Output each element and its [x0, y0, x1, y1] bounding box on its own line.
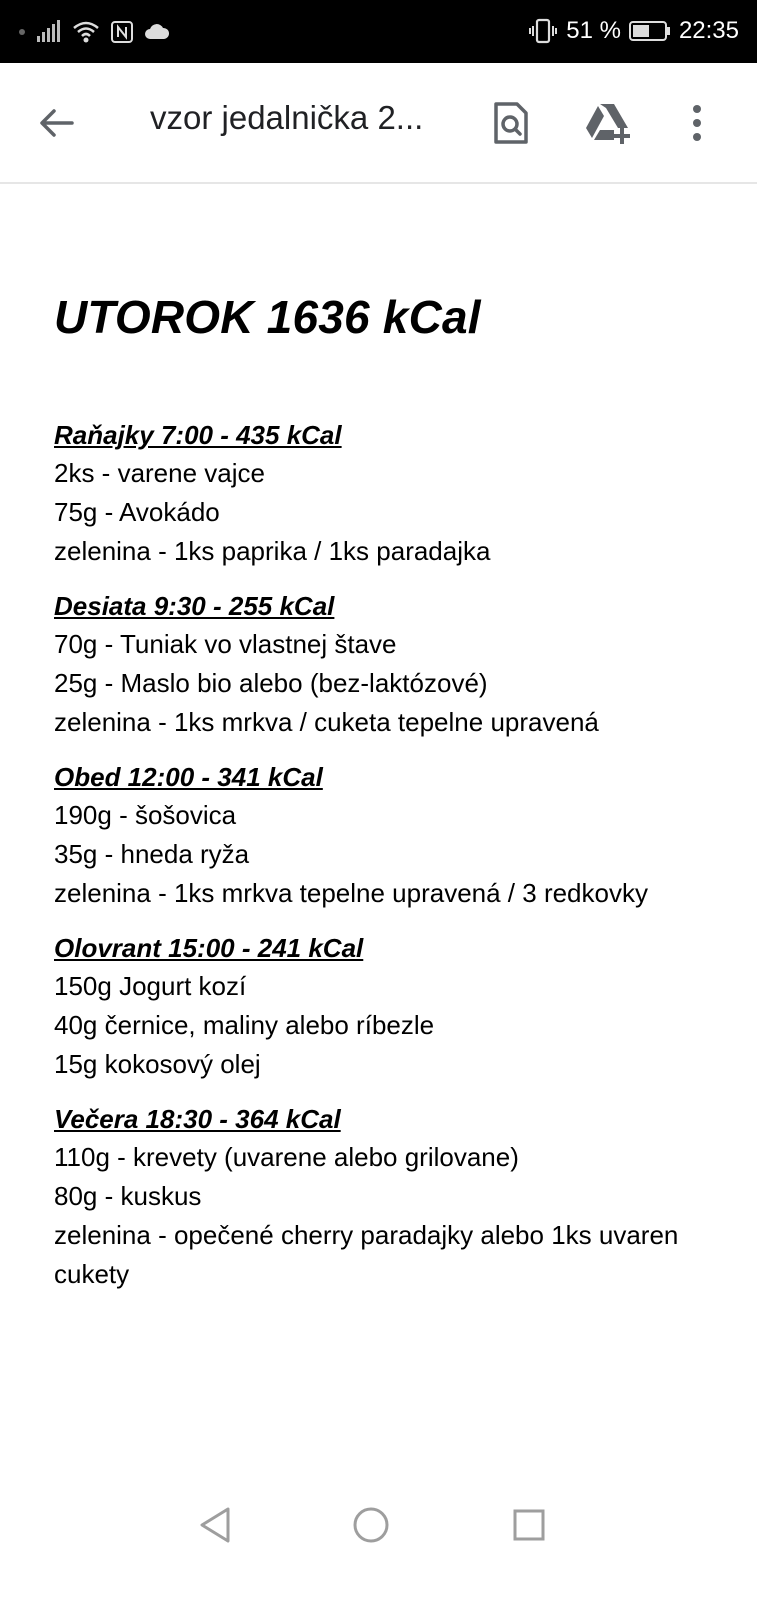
vibrate-icon [528, 17, 558, 45]
back-triangle-icon[interactable] [190, 1500, 240, 1550]
battery-percent: 51 % [566, 17, 621, 44]
meal-title: Raňajky 7:00 - 435 kCal [54, 420, 342, 450]
meal-item: 190g - šošovica [54, 800, 237, 830]
meal-item: 40g černice, maliny alebo ríbezle [54, 1010, 435, 1040]
nfc-icon [110, 20, 134, 44]
meal-item: 110g - krevety (uvarene alebo grilovane) [54, 1142, 519, 1172]
meal-item: 15g kokosový olej [54, 1049, 261, 1079]
meal-title: Olovrant 15:00 - 241 kCal [54, 933, 364, 963]
document-title: vzor jedalnička 2... [150, 99, 424, 136]
wifi-icon [72, 20, 100, 44]
meal-item: 80g - kuskus [54, 1181, 202, 1211]
cloud-icon [144, 23, 170, 41]
meal-item: zelenina - 1ks mrkva / cuketa tepelne upravená [54, 707, 599, 737]
meal-item: zelenina - 1ks paprika / 1ks paradajka [54, 536, 491, 566]
meal-item: 75g - Avokádo [54, 497, 220, 527]
document-body [54, 290, 754, 1310]
meal-dinner [54, 1100, 754, 1294]
meal-item: 70g - Tuniak vo vlastnej štave [54, 629, 397, 659]
meal-item: zelenina - 1ks mrkva tepelne upravená / 3 redkovky [54, 878, 648, 908]
document-heading: UTOROK 1636 kCal [54, 291, 481, 343]
signal-icon [36, 20, 62, 44]
recents-square-icon[interactable] [504, 1500, 554, 1550]
more-vert-icon[interactable] [673, 99, 721, 147]
document-search-icon[interactable] [487, 99, 535, 147]
meal-snack-afternoon [54, 929, 754, 1084]
add-to-drive-icon[interactable] [584, 99, 632, 147]
meal-item: cukety [54, 1259, 130, 1289]
meal-title: Desiata 9:30 - 255 kCal [54, 591, 335, 621]
meal-item: 35g - hneda ryža [54, 839, 250, 869]
back-arrow-icon[interactable] [36, 103, 76, 143]
meal-title: Večera 18:30 - 364 kCal [54, 1104, 341, 1134]
meal-item: 150g Jogurt kozí [54, 971, 247, 1001]
app-bar [0, 63, 757, 184]
clock: 22:35 [678, 17, 739, 44]
home-circle-icon[interactable] [346, 1500, 396, 1550]
meal-snack-morning [54, 587, 754, 742]
notification-dot-icon [18, 28, 26, 36]
meal-item: 25g - Maslo bio alebo (bez-laktózové) [54, 668, 488, 698]
system-nav-bar [0, 1490, 757, 1600]
meal-lunch [54, 758, 754, 913]
meal-list [54, 416, 754, 1294]
battery-icon [629, 20, 671, 42]
status-bar [0, 0, 757, 63]
meal-item: zelenina - opečené cherry paradajky alebo 1ks uvaren [54, 1220, 679, 1250]
meal-breakfast [54, 416, 754, 571]
meal-item: 2ks - varene vajce [54, 458, 265, 488]
meal-title: Obed 12:00 - 341 kCal [54, 762, 323, 792]
